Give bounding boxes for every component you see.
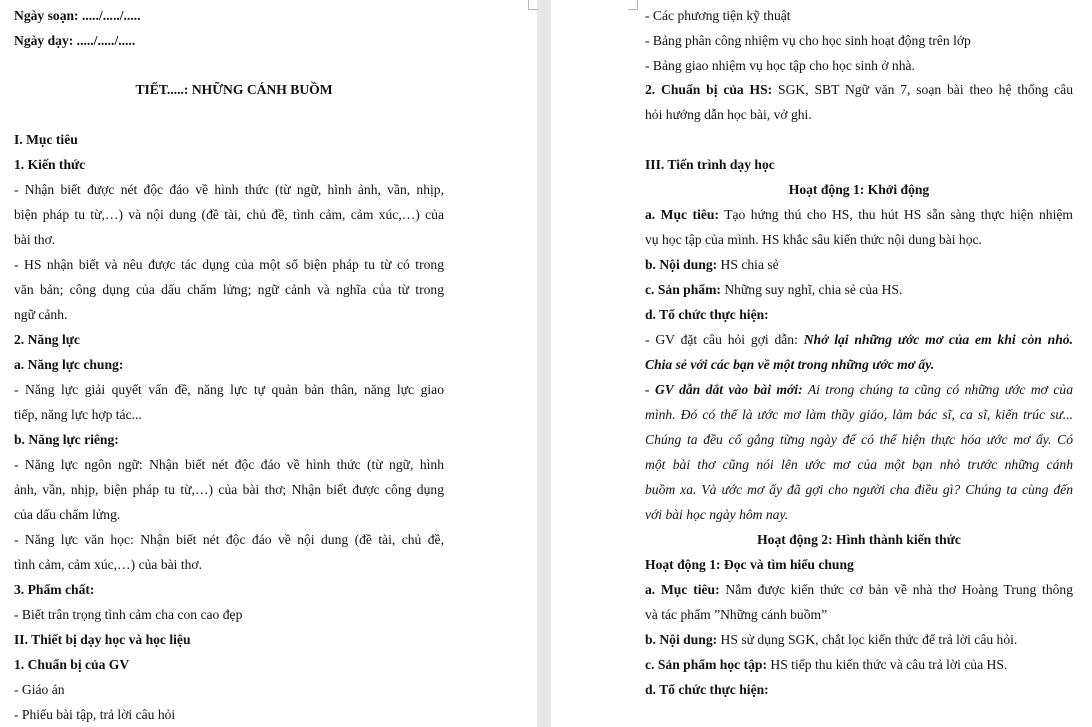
student-prep-line (645, 77, 1073, 102)
general-ability-line: tiếp, năng lực hợp tác... (14, 407, 142, 422)
teacher-prep-item: - Bảng phân công nhiệm vụ cho học sinh hoạt động trên lớp (645, 33, 971, 48)
section-objectives: I. Mục tiêu (14, 132, 78, 147)
heading-activity-1: Hoạt động 1: Khởi động (788, 182, 930, 197)
heading-general-ability: a. Năng lực chung: (14, 357, 124, 372)
lead-in (645, 377, 1073, 402)
sub-activity-content (645, 627, 1073, 652)
lead-in-line: với bài học ngày hôm nay. (645, 507, 789, 522)
crop-mark (528, 0, 538, 10)
content-label: b. Nội dung: (645, 632, 718, 647)
lead-in-line: buồm xa. Và ước mơ ấy đã gợi cho người cha điều gì? Chúng ta cùng đến (645, 482, 1073, 497)
knowledge-line: - HS nhận biết và nêu được tác dụng của một số biện pháp tu từ có trong (14, 257, 444, 272)
specific-ability-line: tình cảm, cảm xúc,…) của bài thơ. (14, 557, 202, 572)
content-label: b. Nội dung: (645, 257, 718, 272)
date-prepared: Ngày soạn: ...../...../..... (14, 8, 141, 23)
content-text: HS sử dụng SGK, chắt lọc kiến thức để trả lời câu hỏi. (717, 632, 1018, 647)
student-prep-label: 2. Chuẩn bị của HS: (645, 82, 773, 97)
lead-in-line: một bài thơ cũng nói lên ước mơ của một bạn nhỏ trước những cánh (645, 457, 1073, 472)
question-intro: - GV đặt câu hỏi gợi dẫn: (645, 332, 804, 347)
knowledge-line: - Nhận biết được nét độc đáo về hình thức (từ ngữ, hình ảnh, vần, nhịp, (14, 182, 444, 197)
question-text-cont: Chia sẻ với các bạn về một trong những ước mơ ấy. (645, 357, 935, 372)
date-taught: Ngày dạy: ...../...../..... (14, 33, 136, 48)
heading-sub-activity-1: Hoạt động 1: Đọc và tìm hiểu chung (645, 557, 854, 572)
specific-ability-line: của dấu chấm lửng. (14, 507, 121, 522)
student-prep-text: SGK, SBT Ngữ văn 7, soạn bài theo hệ thống câu (772, 82, 1073, 97)
sub-activity-organization: d. Tổ chức thực hiện: (645, 682, 769, 697)
sub-activity-product (645, 652, 1073, 677)
sub-activity-objective-cont: và tác phẩm ”Những cánh buồm” (645, 607, 828, 622)
heading-qualities: 3. Phẩm chất: (14, 582, 95, 597)
product-label: c. Sản phẩm học tập: (645, 657, 767, 672)
teacher-prep-item: - Bảng giao nhiệm vụ học tập cho học sinh ở nhà. (645, 58, 915, 73)
activity1-objective-cont: vụ học tập của mình. HS khắc sâu kiến thức nội dung bài học. (645, 232, 982, 247)
heading-teacher-prep: 1. Chuẩn bị của GV (14, 657, 130, 672)
activity1-organization: d. Tổ chức thực hiện: (645, 307, 769, 322)
objective-label: a. Mục tiêu: (645, 207, 719, 222)
section-equipment: II. Thiết bị dạy học và học liệu (14, 632, 191, 647)
heading-ability: 2. Năng lực (14, 332, 80, 347)
content-text: HS chia sẻ (717, 257, 779, 272)
lead-in-label: - GV dẫn dắt vào bài mới: (645, 382, 803, 397)
knowledge-line: ngữ cảnh. (14, 307, 68, 322)
teacher-prep-item: - Phiếu bài tập, trả lời câu hỏi (14, 707, 176, 722)
teacher-prep-item: - Giáo án (14, 682, 65, 697)
lead-in-text: Ai trong chúng ta cũng có những ước mơ của (802, 382, 1074, 397)
lead-in-line: mình. Đó có thể là ước mơ làm thầy giáo, làm bác sĩ, ca sĩ, kiến trúc sư... (645, 407, 1073, 422)
specific-ability-line: - Năng lực ngôn ngữ: Nhận biết nét độc đáo về hình thức (từ ngữ, hình (14, 457, 444, 472)
general-ability-line: - Năng lực giải quyết vấn đề, năng lực tự quản bản thân, năng lực giao (14, 382, 444, 397)
heading-knowledge: 1. Kiến thức (14, 157, 86, 172)
lesson-title: TIẾT.....: NHỮNG CÁNH BUỒM (135, 82, 333, 97)
product-text: Những suy nghĩ, chia sẻ của HS. (720, 282, 903, 297)
teacher-prep-item: - Các phương tiện kỹ thuật (645, 8, 791, 23)
specific-ability-line: - Năng lực văn học: Nhận biết nét độc đáo về nội dung (đề tài, chủ đề, (14, 532, 444, 547)
activity1-objective (645, 202, 1073, 227)
heading-activity-2: Hoạt động 2: Hình thành kiến thức (757, 532, 961, 547)
objective-text: Tạo hứng thú cho HS, thu hút HS sẵn sàng thực hiện nhiệm (718, 207, 1073, 222)
specific-ability-line: ảnh, vần, nhịp, biện pháp tu từ,…) của bài thơ; Nhận biết được công dụng (14, 482, 444, 497)
activity1-content (645, 252, 1073, 277)
heading-specific-ability: b. Năng lực riêng: (14, 432, 119, 447)
knowledge-line: bài thơ. (14, 232, 56, 247)
teacher-question (645, 327, 1073, 352)
product-text: HS tiếp thu kiến thức và câu trả lời của HS. (767, 657, 1008, 672)
knowledge-line: biện pháp tu từ,…) và nội dung (đề tài, chủ đề, tình cảm, cảm xúc,…) của (14, 207, 444, 222)
student-prep-line: hỏi hướng dẫn học bài, vở ghi. (645, 107, 812, 122)
crop-mark (628, 0, 638, 10)
objective-label: a. Mục tiêu: (645, 582, 720, 597)
question-text: Nhớ lại những ước mơ của em khi còn nhỏ. (803, 332, 1073, 347)
sub-activity-objective (645, 577, 1073, 602)
section-procedure: III. Tiến trình dạy học (645, 157, 775, 172)
product-label: c. Sản phẩm: (645, 282, 721, 297)
qualities-line: - Biết trân trọng tình cảm cha con cao đẹp (14, 607, 243, 622)
knowledge-line: văn bản; công dụng của dấu chấm lửng; ngữ cảnh và nghĩa của từ trong (14, 282, 444, 297)
objective-text: Nắm được kiến thức cơ bản về nhà thơ Hoàng Trung thông (719, 582, 1074, 597)
activity1-product (645, 277, 1073, 302)
lead-in-line: Chúng ta đều cố gắng từng ngày để có thể hiện thực hóa ước mơ ấy. Có (645, 432, 1073, 447)
